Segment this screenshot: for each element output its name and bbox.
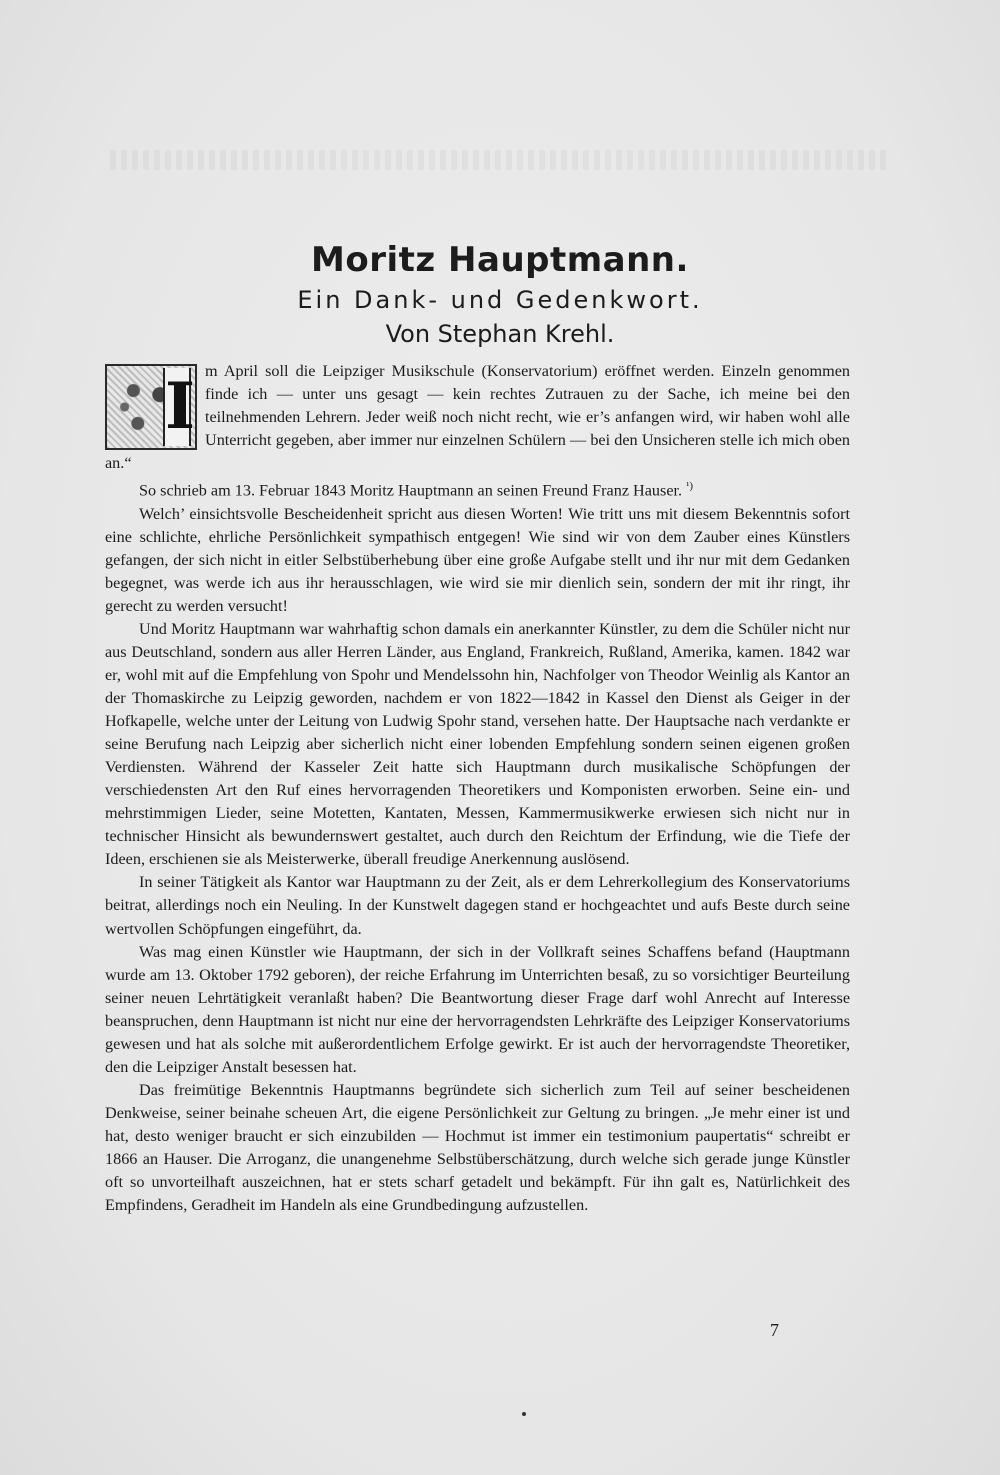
- paragraph-text: Und Moritz Hauptmann war wahrhaftig schon damals ein anerkannter Künstler, zu dem die Schüler nicht nur aus Deutschland, sondern aus aller Herren Länder, aus England, Frankreich, Rußland, Amerika, kamen. 1842 war er, wohl mit auf die Empfehlung von Spohr und Mendelssohn hin, Nachfolger von Theodor Weinlig als Kantor an der Thomaskirche zu Leipzig geworden, nachdem er von 1822—1842 in Kassel den Dienst als Geiger in der Hofkapelle, welche unter der Leitung von Ludwig Spohr stand, versehen hatte. Der Hauptsache nach verdankte er seine Berufung nach Leipzig aber sicherlich nicht einer lobenden Empfehlung sondern seinen eigenen großen Verdiensten. Während der Kasseler Zeit hatte sich Hauptmann durch musikalische Schöpfungen der verschiedensten Art den Ruf eines hervorragenden Theoretikers und Komponisten erworben. Seine ein- und mehrstimmigen Lieder, seine Motetten, Kantaten, Messen, Kammermusikwerke erwiesen sich nicht nur in technischer Hinsicht als bewundernswert gestaltet, auch durch den Reichtum der Erfindung, wie die Tiefe der Ideen, erschienen sie als Meisterwerke, überall freudige Anerkennung auslösend.: [105, 619, 850, 869]
- paragraph: [105, 360, 850, 475]
- ink-speck: [522, 1412, 526, 1416]
- paragraph-text: m April soll die Leipziger Musikschule (Konservatorium) eröffnet werden. Einzeln genommen finde ich — unter uns gesagt — kein rechtes Zutrauen zu der Sache, ich meine bei den teilnehmenden Lehrern. Jeder weiß noch nicht recht, wie er’s anfangen wird, wir haben wohl alle Unterricht gegeben, aber immer nur einzelnen Schülern — bei den Unsicheren stelle ich mich oben an.“: [105, 362, 850, 473]
- bleed-through-text: [110, 150, 890, 170]
- paragraph: [105, 475, 850, 502]
- paragraph: [105, 618, 850, 872]
- article-title: Moritz Hauptmann.: [311, 240, 689, 280]
- ornamental-initial: [105, 364, 197, 450]
- paragraph-text: Was mag einen Künstler wie Hauptmann, der sich in der Vollkraft seines Schaffens befand (Hauptmann wurde am 13. Oktober 1792 geboren), der reiche Erfahrung im Unterrichten besaß, zu so vorsichtiger Beurteilung seiner neuen Lehrtätigkeit veranlaßt haben? Die Beantwortung dieser Frage darf wohl Anrecht auf Interesse beanspruchen, denn Hauptmann ist nicht nur eine der hervorragendsten Lehrkräfte des Leipziger Konservatoriums gewesen und hat als solche mit außerordentlichem Erfolge gewirkt. Er ist auch der hervorragendste Theoretiker, den die Leipziger Anstalt besessen hat.: [105, 942, 850, 1076]
- paragraph: [105, 1079, 850, 1217]
- paragraph-text: In seiner Tätigkeit als Kantor war Hauptmann zu der Zeit, als er dem Lehrerkollegium des Konservatoriums beitrat, allerdings noch ein Neuling. In der Kunstwelt dagegen stand er hochgeachtet und aufs Beste durch seine wertvollen Schöpfungen eingeführt, da.: [105, 873, 850, 938]
- footnote-reference: ¹): [686, 480, 694, 493]
- page-number: 7: [770, 1320, 779, 1340]
- initial-letter: I: [165, 369, 195, 444]
- article-subtitle: Ein Dank- und Gedenkwort.: [297, 286, 703, 314]
- article-byline: Von Stephan Krehl.: [385, 320, 615, 348]
- paragraph: [105, 871, 850, 940]
- paragraph: [105, 941, 850, 1079]
- paragraph: [105, 503, 850, 618]
- paragraph-text: Welch’ einsichtsvolle Bescheidenheit spricht aus diesen Worten! Wie tritt uns mit diesem Bekenntnis sofort eine schlichte, ehrliche Persönlichkeit sympathisch entgegen! Wie sind wir von dem Zauber eines Künstlers gefangen, der sich nicht in eitler Selbstüberhebung über eine große Aufgabe stellt und ihr nur mit dem Gedanken begegnet, was werde ich aus ihr herausschlagen, wie wird sie mir dienlich sein, sondern der mit ihr ringt, ihr gerecht zu werden versucht!: [105, 504, 850, 615]
- paragraph-text: Das freimütige Bekenntnis Hauptmanns begründete sich sicherlich zum Teil auf seiner bescheidenen Denkweise, seiner beinahe scheuen Art, die eigene Persönlichkeit zur Geltung zu bringen. „Je mehr einer ist und hat, desto weniger braucht er sich einzubilden — Hochmut ist immer ein testimonium paupertatis“ schreibt er 1866 an Hauser. Die Arroganz, die unangenehme Selbstüberschätzung, durch welche sich gerade junge Künstler oft so unvorteilhaft auszeichnen, hat er stets scharf getadelt und bekämpft. Für ihn galt es, Natürlichkeit des Empfindens, Geradheit im Handeln als eine Grundbedingung aufzustellen.: [105, 1080, 850, 1215]
- article-body: [105, 360, 850, 1217]
- paragraph-text: So schrieb am 13. Februar 1843 Moritz Hauptmann an seinen Freund Franz Hauser.: [139, 481, 683, 500]
